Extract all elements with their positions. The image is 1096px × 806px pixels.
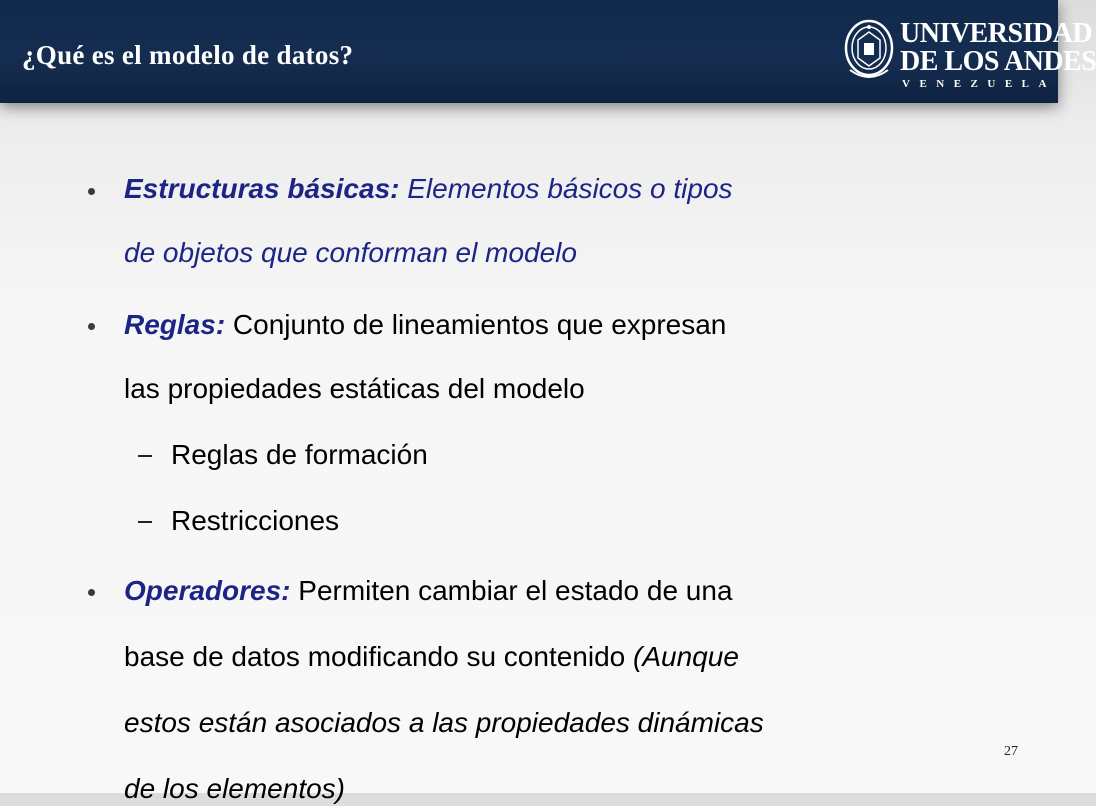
logo-line-2: DE LOS ANDES <box>900 46 1096 77</box>
bullet-3-line-2-text: base de datos modificando su contenido <box>124 641 634 672</box>
bullet-3-term: Operadores: <box>124 575 291 606</box>
bullet-3-line-2-italic: (Aunque <box>633 641 739 672</box>
bullet-2-line-2: las propiedades estáticas del modelo <box>124 373 585 404</box>
bullet-1-line-1 <box>124 172 733 206</box>
bullet-2-term: Reglas: <box>124 309 226 340</box>
bullet-3-line-4: de los elementos) <box>124 773 346 804</box>
bullet-marker <box>88 589 95 596</box>
bullet-3-line-1 <box>124 574 733 608</box>
bullet-1-text: Elementos básicos o tipos <box>399 173 733 204</box>
sub-item-restricciones: Restricciones <box>171 505 340 536</box>
logo-line-3: VENEZUELA <box>902 78 1056 90</box>
slide-title: ¿Qué es el modelo de datos? <box>22 40 354 70</box>
bullet-2-text: Conjunto de lineamientos que expresan <box>225 309 727 340</box>
sub-bullet-dash <box>138 521 152 523</box>
page-number: 27 <box>1004 744 1018 759</box>
bullet-1-line-2: de objetos que conforman el modelo <box>124 237 577 268</box>
bullet-marker <box>88 188 95 195</box>
sub-item-reglas-formacion: Reglas de formación <box>171 439 428 470</box>
sub-bullet-dash <box>138 455 152 457</box>
bullet-3-line-2 <box>124 640 739 674</box>
logo-line-1: UNIVERSIDAD <box>900 18 1093 49</box>
bullet-2-line-1 <box>124 308 726 342</box>
bullet-1-term: Estructuras básicas: <box>124 173 400 204</box>
bullet-marker <box>88 323 95 330</box>
bullet-3-line-3: estos están asociados a las propiedades dinámicas <box>124 707 764 738</box>
bullet-3-text: Permiten cambiar el estado de una <box>290 575 733 606</box>
